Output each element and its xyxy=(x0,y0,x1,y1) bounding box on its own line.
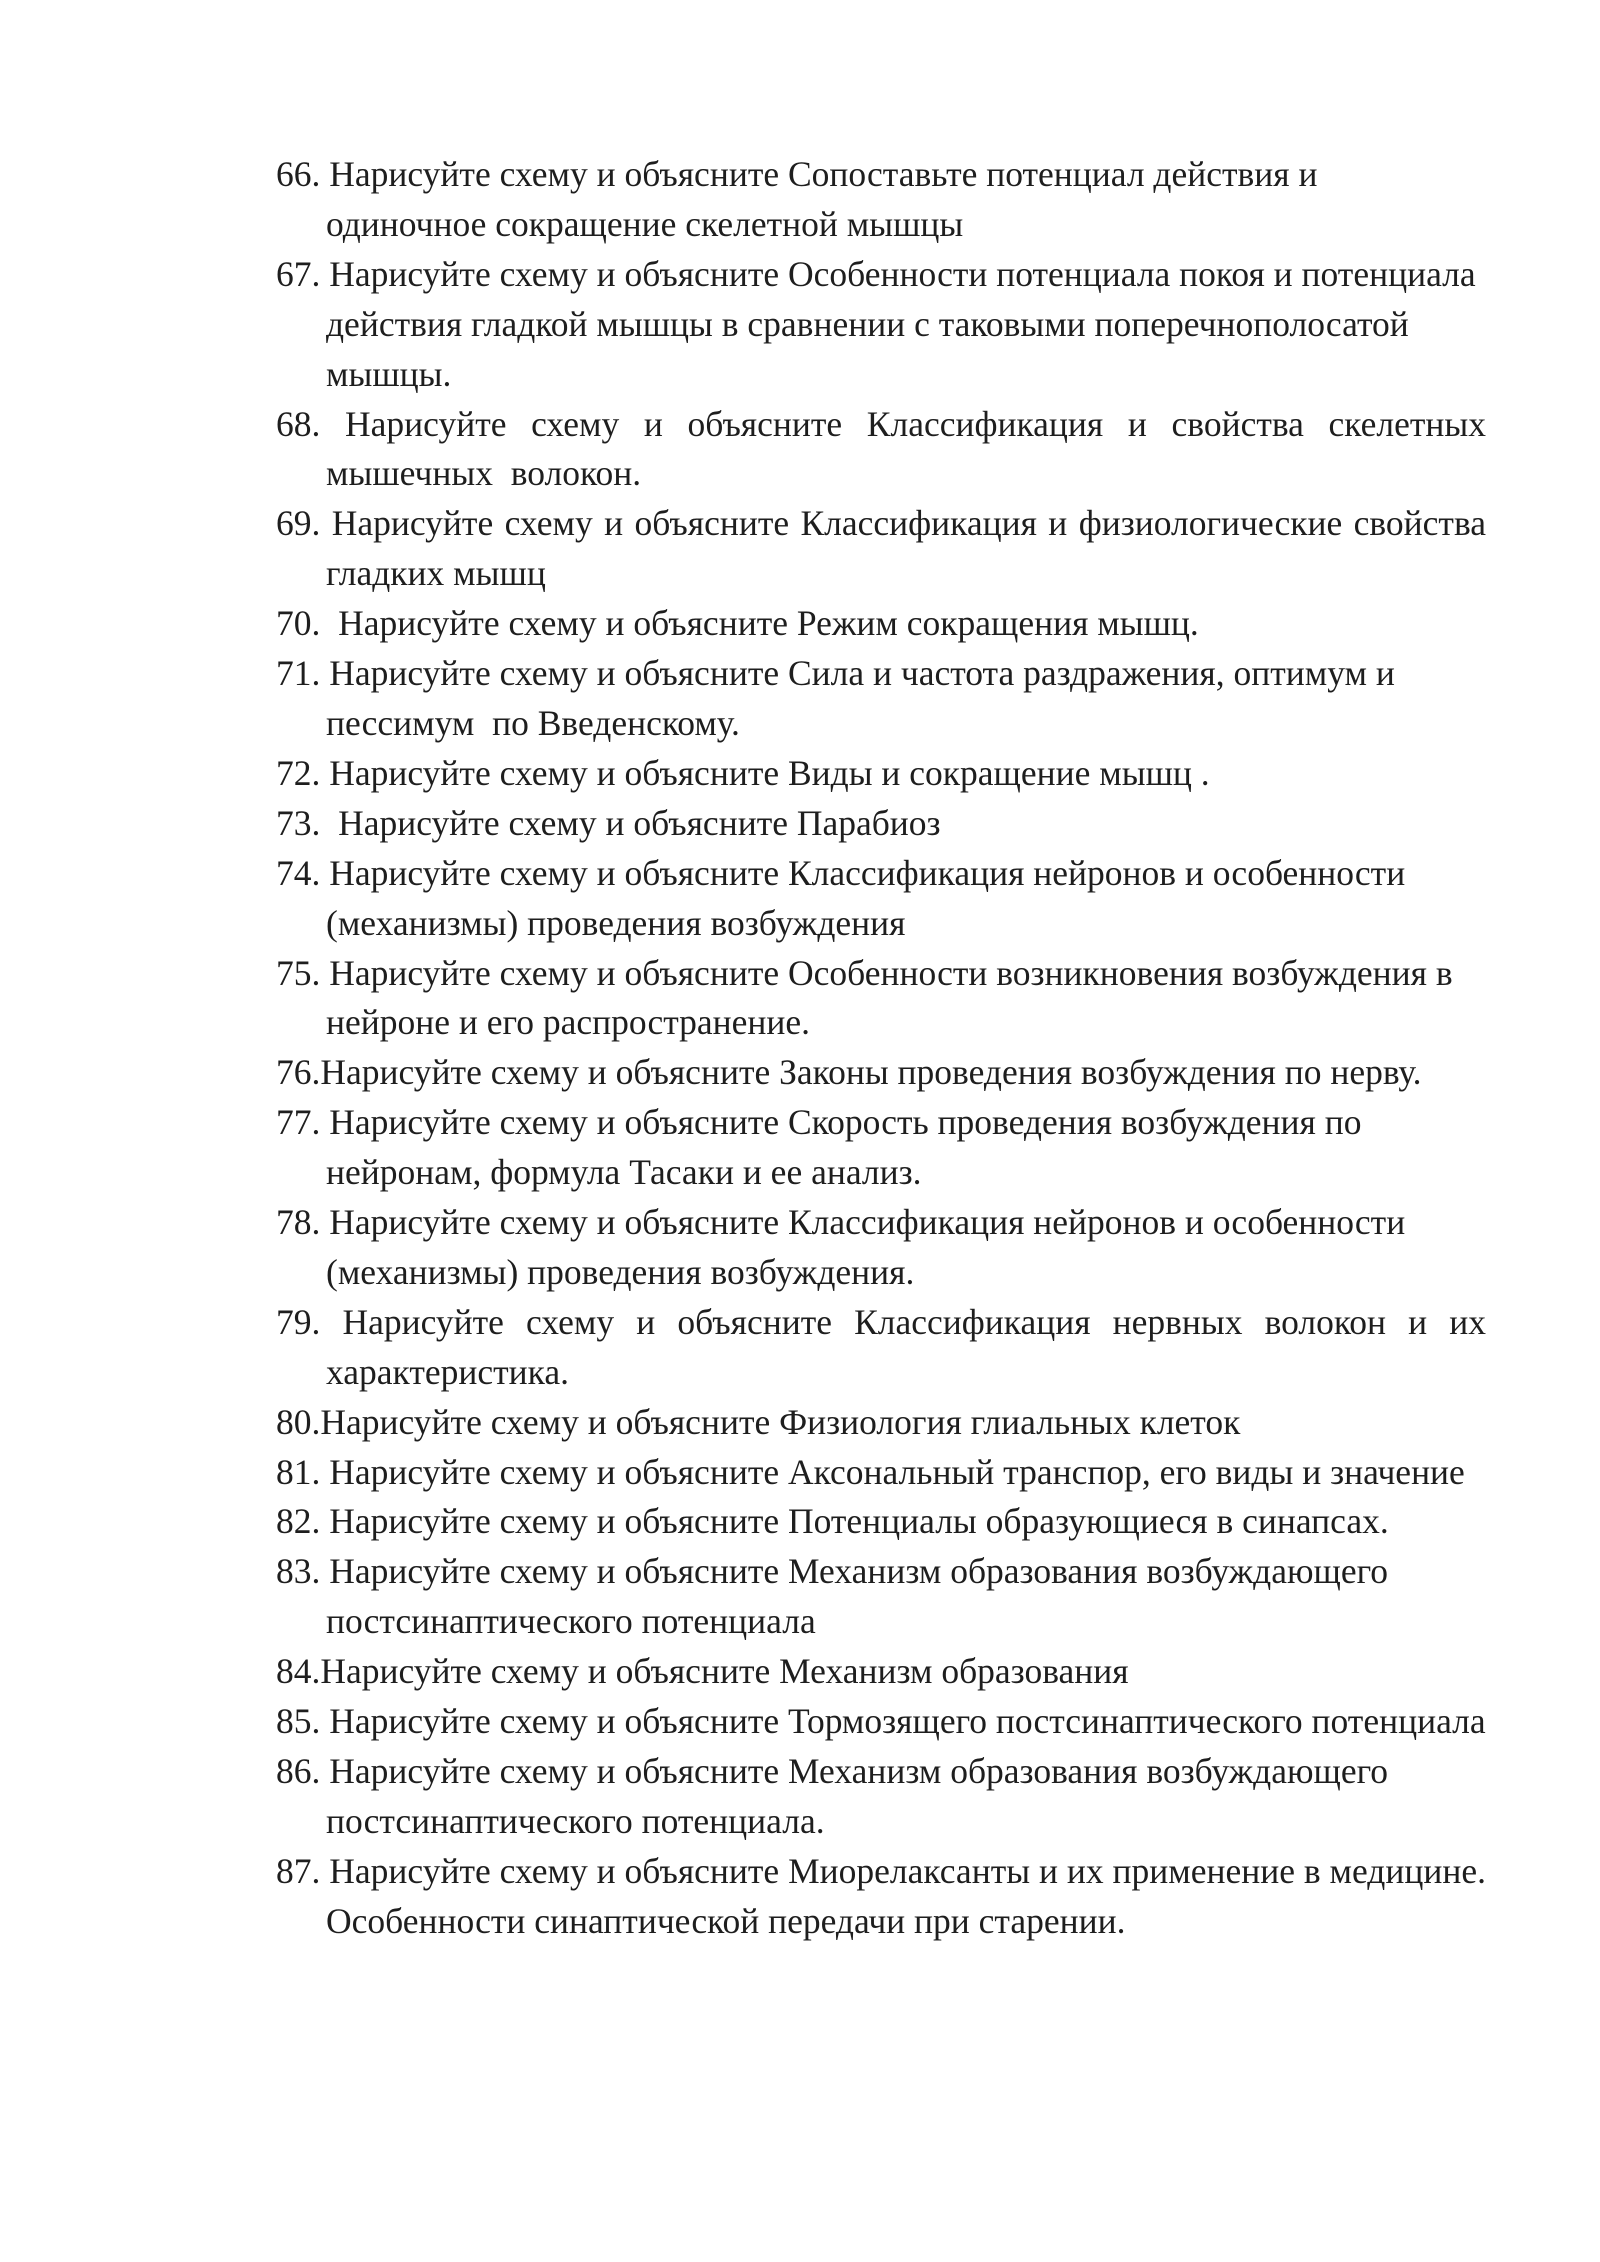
question-text: Нарисуйте схему и объясните Тормозящего постсинаптического потенциала xyxy=(320,1701,1486,1742)
question-number: 68. xyxy=(276,403,321,444)
question-text: Нарисуйте схему и объясните Классификация и физиологические свойства гладких мышц xyxy=(320,503,1495,594)
question-number: 85. xyxy=(276,1701,321,1742)
question-text: Нарисуйте схему и объясните Особенности потенциала покоя и потенциала действия гладкой мышцы в сравнении с таковыми поперечнополосатой мышцы. xyxy=(320,253,1485,394)
question-text: Нарисуйте схему и объясните Скорость проведения возбуждения по нейронам, формула Тасаки и ее анализ. xyxy=(320,1102,1371,1193)
question-item xyxy=(276,1847,1495,1947)
question-number: 87. xyxy=(276,1850,321,1891)
question-number: 86. xyxy=(276,1751,321,1791)
question-number: 72. xyxy=(276,752,321,793)
question-text: Нарисуйте схему и объясните Миорелаксанты и их применение в медицине. Особенности синаптической передачи при старении. xyxy=(320,1850,1495,1941)
question-item xyxy=(276,649,1486,749)
question-item xyxy=(276,1048,1486,1098)
question-text: Нарисуйте схему и объясните Сила и частота раздражения, оптимум и пессимум по Введенскому. xyxy=(320,653,1404,743)
question-text: Нарисуйте схему и объясните Сопоставьте потенциал действия и одиночное сокращение скелетной мышцы xyxy=(320,154,1327,244)
question-item xyxy=(276,1547,1486,1647)
question-number: 66. xyxy=(276,154,321,194)
question-number: 70. xyxy=(276,603,321,644)
question-number: 82. xyxy=(276,1501,321,1542)
question-number: 71. xyxy=(276,653,321,694)
question-item xyxy=(276,1697,1486,1747)
question-number: 75. xyxy=(276,952,321,993)
question-text: Нарисуйте схему и объясните Физиология глиальных клеток xyxy=(320,1401,1241,1442)
question-number: 73. xyxy=(276,802,321,843)
question-number: 78. xyxy=(276,1202,321,1243)
question-item xyxy=(276,749,1486,799)
question-text: Нарисуйте схему и объясните Виды и сокращение мышц . xyxy=(320,752,1210,793)
question-text: Нарисуйте схему и объясните Механизм образования xyxy=(320,1651,1129,1692)
question-text: Нарисуйте схему и объясните Законы проведения возбуждения по нерву. xyxy=(320,1052,1422,1093)
question-number: 80. xyxy=(276,1401,321,1442)
question-number: 69. xyxy=(276,503,321,544)
question-item xyxy=(276,250,1486,400)
question-item xyxy=(276,400,1495,500)
question-number: 74. xyxy=(276,852,321,893)
question-text: Нарисуйте схему и объясните Потенциалы образующиеся в синапсах. xyxy=(320,1501,1389,1542)
question-text: Нарисуйте схему и объясните Режим сокращения мышц. xyxy=(320,603,1199,644)
question-text: Нарисуйте схему и объясните Классификация нейронов и особенности (механизмы) проведения возбуждения. xyxy=(320,1202,1415,1292)
question-text: Нарисуйте схему и объясните Механизм образования возбуждающего постсинаптического потенциала. xyxy=(320,1751,1397,1841)
question-item xyxy=(276,799,1486,849)
question-item xyxy=(276,1198,1486,1298)
question-number: 83. xyxy=(276,1551,321,1592)
question-text: Нарисуйте схему и объясните Механизм образования возбуждающего постсинаптического потенциала xyxy=(320,1551,1397,1642)
question-item xyxy=(276,1298,1495,1398)
question-item xyxy=(276,1647,1486,1697)
question-number: 79. xyxy=(276,1301,321,1342)
question-item xyxy=(276,849,1486,949)
question-item xyxy=(276,599,1486,649)
question-text: Нарисуйте схему и объясните Классификация нервных волокон и их характеристика. xyxy=(320,1301,1495,1392)
question-text: Нарисуйте схему и объясните Парабиоз xyxy=(320,802,941,843)
question-text: Нарисуйте схему и объясните Аксональный транспор, его виды и значение xyxy=(320,1451,1465,1492)
question-item xyxy=(276,1448,1486,1498)
question-text: Нарисуйте схему и объясните Классификация нейронов и особенности (механизмы) проведения возбуждения xyxy=(320,852,1415,943)
question-item xyxy=(276,150,1486,250)
question-item xyxy=(276,1497,1486,1547)
question-number: 84. xyxy=(276,1651,321,1692)
question-number: 67. xyxy=(276,253,321,294)
question-item xyxy=(276,1747,1486,1847)
question-number: 77. xyxy=(276,1102,321,1143)
question-item xyxy=(276,1398,1486,1448)
question-item xyxy=(276,949,1486,1049)
question-list xyxy=(276,150,1495,1947)
question-number: 81. xyxy=(276,1451,321,1492)
question-text: Нарисуйте схему и объясните Классификация и свойства скелетных мышечных волокон. xyxy=(320,403,1495,494)
question-text: Нарисуйте схему и объясните Особенности возникновения возбуждения в нейроне и его распространение. xyxy=(320,952,1462,1043)
question-item xyxy=(276,1098,1486,1198)
question-item xyxy=(276,499,1495,599)
question-number: 76. xyxy=(276,1052,321,1093)
